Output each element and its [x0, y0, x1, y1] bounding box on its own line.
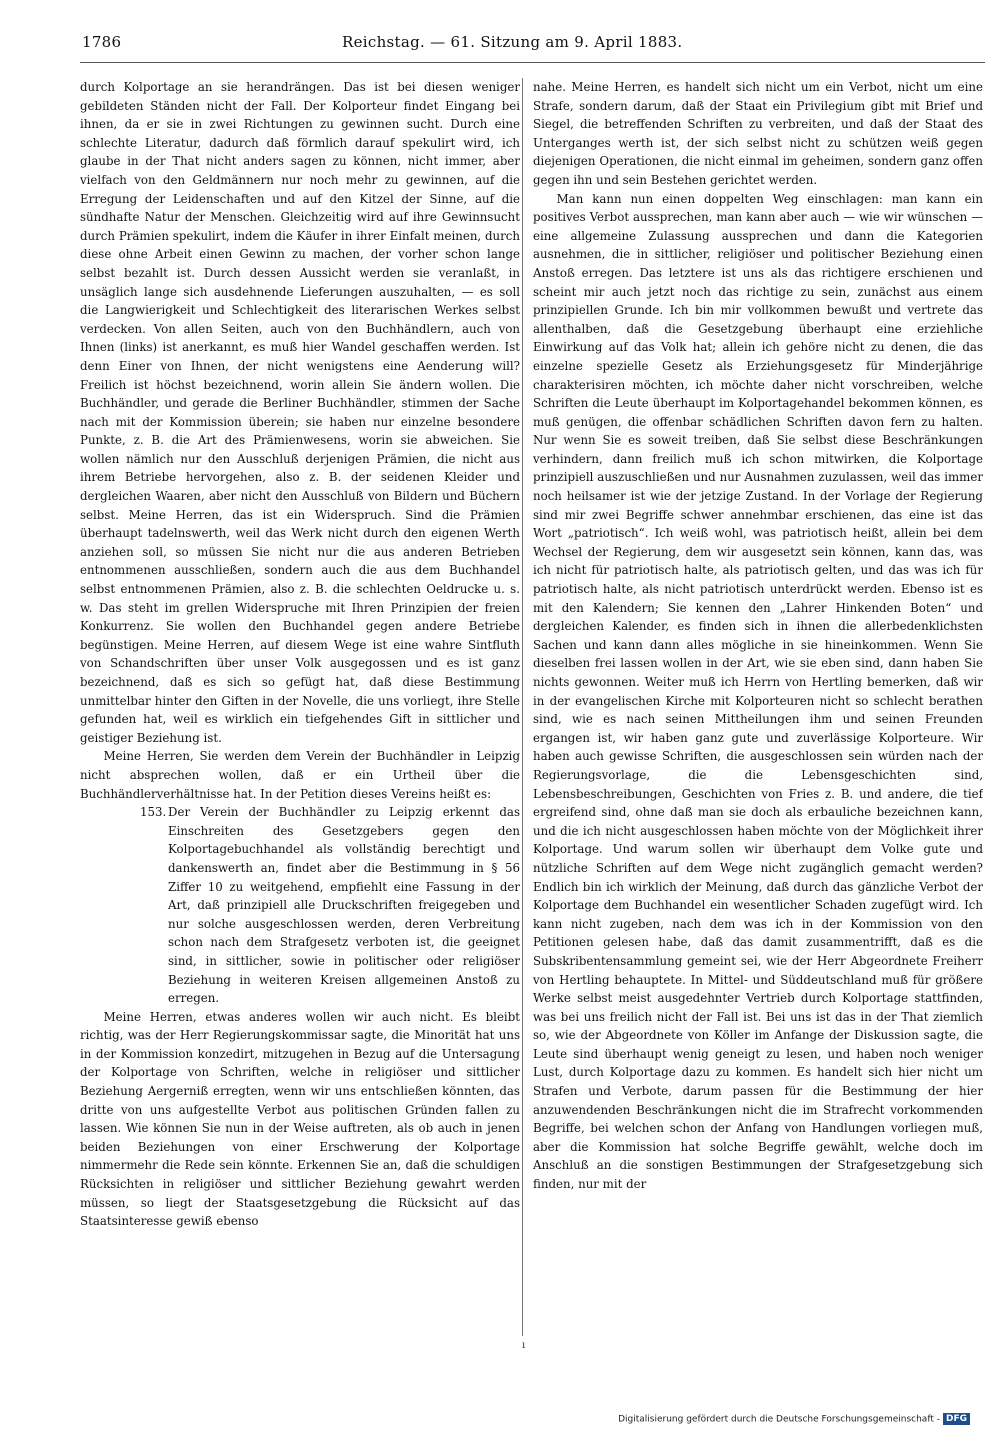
petition-quote [140, 803, 520, 1008]
page-header [80, 33, 985, 55]
quote-number: 153. [140, 805, 167, 820]
paragraph: durch Kolportage an sie herandrängen. Das ist bei diesen weniger gebildeten Ständen nicht der Fall. Der Kolporteur findet Eingang bei ihnen, da er sie in zwei Richtungen zu gewinnen sucht. Durch eine schlechte Literatur, dadurch daß förmlich darauf spekulirt wird, ich glaube in der That nicht anders sagen zu können, nicht immer, aber vielfach von den Geldmännern nur noch mehr zu gewinnen, auf die Erregung der Leidenschaften und auf den Kitzel der Sinne, auf die sündhafte Natur der Menschen. Gleichzeitig wird auf ihre Gewinnsucht durch Prämien spekulirt, indem die Käufer in ihrer Einfalt meinen, durch diese ohne Arbeit einen Gewinn zu machen, der vorher schon lange selbst bezahlt ist. Durch dessen Aussicht werden sie veranlaßt, in unsäglich lange sich ausdehnende Lieferungen auszuhalten, — es soll die Langwierigkeit und Schlechtigkeit des literarischen Werkes selbst verdecken. Von allen Seiten, auch von den Buchhändlern, auch von Ihnen (links) ist anerkannt, es muß hier Wandel geschaffen werden. Ist denn Einer von Ihnen, der nicht wenigstens eine Aenderung will? Freilich ist höchst bezeichnend, worin allein Sie ändern wollen. Die Buchhändler, und gerade die Berliner Buchhändler, stimmen der Sache nach mit der Kommission überein; sie haben nur einzelne besondere Punkte, z. B. die Art des Prämienwesens, worin sie abweichen. Sie wollen nämlich nur den Ausschluß derjenigen Prämien, die nicht aus ihrem Betriebe hervorgehen, also z. B. der seidenen Kleider und dergleichen Waaren, aber nicht den Ausschluß von Bildern und Büchern selbst. Meine Herren, das ist ein Widerspruch. Sind die Prämien überhaupt tadelnswerth, weil das Werk nicht durch den eigenen Werth anziehen soll, so müssen Sie nicht nur die aus anderen Betrieben entnommenen ausschließen, sondern auch die aus dem Buchhandel selbst entnommenen Prämien, also z. B. die schlechten Oeldrucke u. s. w. Das steht im grellen Widerspruche mit Ihren Prinzipien der freien Konkurrenz. Sie wollen den Buchhandel gegen andere Betriebe begünstigen. Meine Herren, auf diesem Wege ist eine wahre Sintfluth von Schandschriften über unser Volk ausgegossen und es ist ganz bezeichnend, daß es sich so gefügt hat, daß diese Bestimmung unmittelbar hinter den Giften in der Novelle, die uns vorliegt, ihre Stelle gefunden hat, weil es wirklich ein tiefgehendes Gift in sittlicher und geistiger Beziehung ist. [80, 80, 520, 745]
running-title: Reichstag. — 61. Sitzung am 9. April 1883. [342, 33, 683, 51]
paragraph: nahe. Meine Herren, es handelt sich nicht um ein Verbot, nicht um eine Strafe, sondern darum, daß der Staat ein Privilegium gibt mit Brief und Siegel, die betreffenden Schriften zu verbreiten, und daß der Staat des Unterganges werth ist, der sich selbst nicht zu schützen weiß gegen diejenigen Operationen, die nicht einmal im geheimen, sondern ganz offen gegen ihn und sein Bestehen gerichtet werden. [533, 80, 983, 187]
digitization-footer [618, 1413, 970, 1425]
paragraph: Man kann nun einen doppelten Weg einschlagen: man kann ein positives Verbot aussprechen, man kann aber auch — wie wir wünschen — eine allgemeine Zulassung aussprechen und dann die Kategorien ausnehmen, die in sittlicher, religiöser und politischer Beziehung einen Anstoß erregen. Das letztere ist uns als das richtigere erschienen und scheint mir auch jetzt noch das richtige zu sein, zunächst aus einem prinzipiellen Grunde. Ich bin mir vollkommen bewußt und vertrete das allenthalben, daß die Gesetzgebung überhaupt eine erziehliche Einwirkung auf das Volk hat; allein ich gehöre nicht zu denen, die das einzelne spezielle Gesetz als Erziehungsgesetz für Minderjährige charakterisiren möchten, ich möchte daher nicht vorschreiben, welche Schriften die Leute überhaupt im Kolportagehandel bekommen können, es muß genügen, die offenbar schädlichen Schriften davon fern zu halten. Nur wenn Sie es soweit treiben, daß Sie selbst diese Beschränkungen verhindern, dann freilich muß ich schon mitwirken, die Kolportage prinzipiell auszuschließen und nur Ausnahmen zuzulassen, weil das immer noch heilsamer ist wie der jetzige Zustand. In der Vorlage der Regierung sind mir zwei Begriffe schwer annehmbar erschienen, das eine ist das Wort „patriotisch“. Ich weiß wohl, was patriotisch heißt, allein bei dem Wechsel der Regierung, dem wir ausgesetzt sein können, kann das, was ich nicht für patriotisch halte, als patriotisch gelten, und das was ich für patriotisch halte, als nicht patriotisch unterdrückt werden. Ebenso ist es mit den Kalendern; Sie kennen den „Lahrer Hinkenden Boten“ und dergleichen Kalender, es finden sich in ihnen die allerbedenklichsten Sachen und kann dann alles mögliche in sie hineinkommen. Wenn Sie dieselben frei lassen wollen in der Art, wie sie eben sind, dann haben Sie nichts gewonnen. Weiter muß ich Herrn von Hertling bemerken, daß wir in der evangelischen Kirche mit Kolporteuren nicht so schlecht berathen sind, wie es nach seinen Mittheilungen ihm und seinen Freunden ergangen ist, wir haben ganz gute und zuverlässige Kolporteure. Wir haben auch gewisse Schriften, die ausgeschlossen sein würden nach der Regierungsvorlage, die die Lebensgeschichten sind, Lebensbeschreibungen, Geschichten von Fries z. B. und andere, die tief ergreifend sind, ohne daß man sie doch als erbauliche bezeichnen kann, und die ich nicht ausgeschlossen haben möchte von der Möglichkeit ihrer Kolportage. Und warum sollen wir überhaupt dem Volke gute und nützliche Schriften auf dem Wege nicht zugänglich gemacht werden? Endlich bin ich wirklich der Meinung, daß durch das gänzliche Verbot der Kolportage dem Buchhandel ein wesentlicher Schaden zugefügt wird. Ich kann nicht zugeben, nach dem was ich in der Kommission von den Petitionen gelesen habe, daß das damit zusammentrifft, daß es die Subskribentensammlung gemeint sei, wie der Herr Abgeordnete Freiherr von Hertling behauptete. In Mittel- und Süddeutschland muß für größere Werke selbst meist ausgedehnter Vertrieb durch Kolportage stattfinden, was bei uns freilich nicht der Fall ist. Bei uns ist das in der That ziemlich so, wie der Abgeordnete von Köller im Anfange der Diskussion sagte, die Leute sind überhaupt wenig geneigt zu lesen, und haben noch weniger Lust, durch Kolportage dazu zu kommen. Es handelt sich hier nicht um Strafen und Verbote, darum passen für die Bestimmung der hier anzuwendenden Beschränkungen nicht die im Strafrecht vorkommenden Begriffe, bei welchen schon der Anfang von Handlungen vorliegen muß, aber die Kommission hat solche Begriffe gewählt, welche doch im Anschluß an die sonstigen Bestimmungen der Strafgesetzgebung sich finden, nur mit der [533, 191, 983, 1192]
page-number: 1786 [82, 33, 122, 51]
bottom-mark: ı [522, 1340, 526, 1351]
paragraph: Meine Herren, etwas anderes wollen wir auch nicht. Es bleibt richtig, was der Herr Regierungskommissar sagte, die Minorität hat uns in der Kommission konzedirt, mitzugehen in Bezug auf die Untersagung der Kolportage von Schriften, welche in religiöser und sittlicher Beziehung Aergerniß erregten, wenn wir uns entschließen könnten, das dritte von uns aufgestellte Verbot aus politischen Gründen fallen zu lassen. Wie können Sie nun in der Weise auftreten, als ob auch in jenen beiden Beziehungen von einer Erschwerung der Kolportage nimmermehr die Rede sein könnte. Erkennen Sie an, daß die schuldigen Rücksichten in religiöser und sittlicher Beziehung gewahrt werden müssen, so liegt der Staatsgesetzgebung die Rücksicht auf das Staatsinteresse gewiß ebenso [80, 1009, 520, 1229]
column-divider [522, 78, 523, 1336]
paragraph: Meine Herren, Sie werden dem Verein der Buchhändler in Leipzig nicht absprechen wollen, daß er ein Urtheil über die Buchhändlerverhältnisse hat. In der Petition dieses Vereins heißt es: [80, 749, 520, 801]
right-column [533, 78, 983, 1336]
quote-text: Der Verein der Buchhändler zu Leipzig erkennt das Einschreiten des Gesetzgebers gegen den Kolportagebuchhandel als vollständig berechtigt und dankenswerth an, findet aber die Bestimmung in § 56 Ziffer 10 zu weitgehend, empfiehlt eine Fassung in der Art, daß prinzipiell alle Druckschriften freigegeben und nur solche ausgeschlossen werden, deren Verbreitung schon nach dem Strafgesetz verboten ist, die geeignet sind, in sittlicher, sowie in politischer oder religiöser Beziehung in weiteren Kreisen allgemeinen Anstoß zu erregen. [168, 805, 520, 1006]
footer-text: Digitalisierung gefördert durch die Deutsche Forschungsgemeinschaft - [618, 1414, 940, 1425]
dfg-logo: DFG [943, 1413, 970, 1425]
header-rule [80, 62, 985, 63]
left-column [80, 78, 520, 1336]
